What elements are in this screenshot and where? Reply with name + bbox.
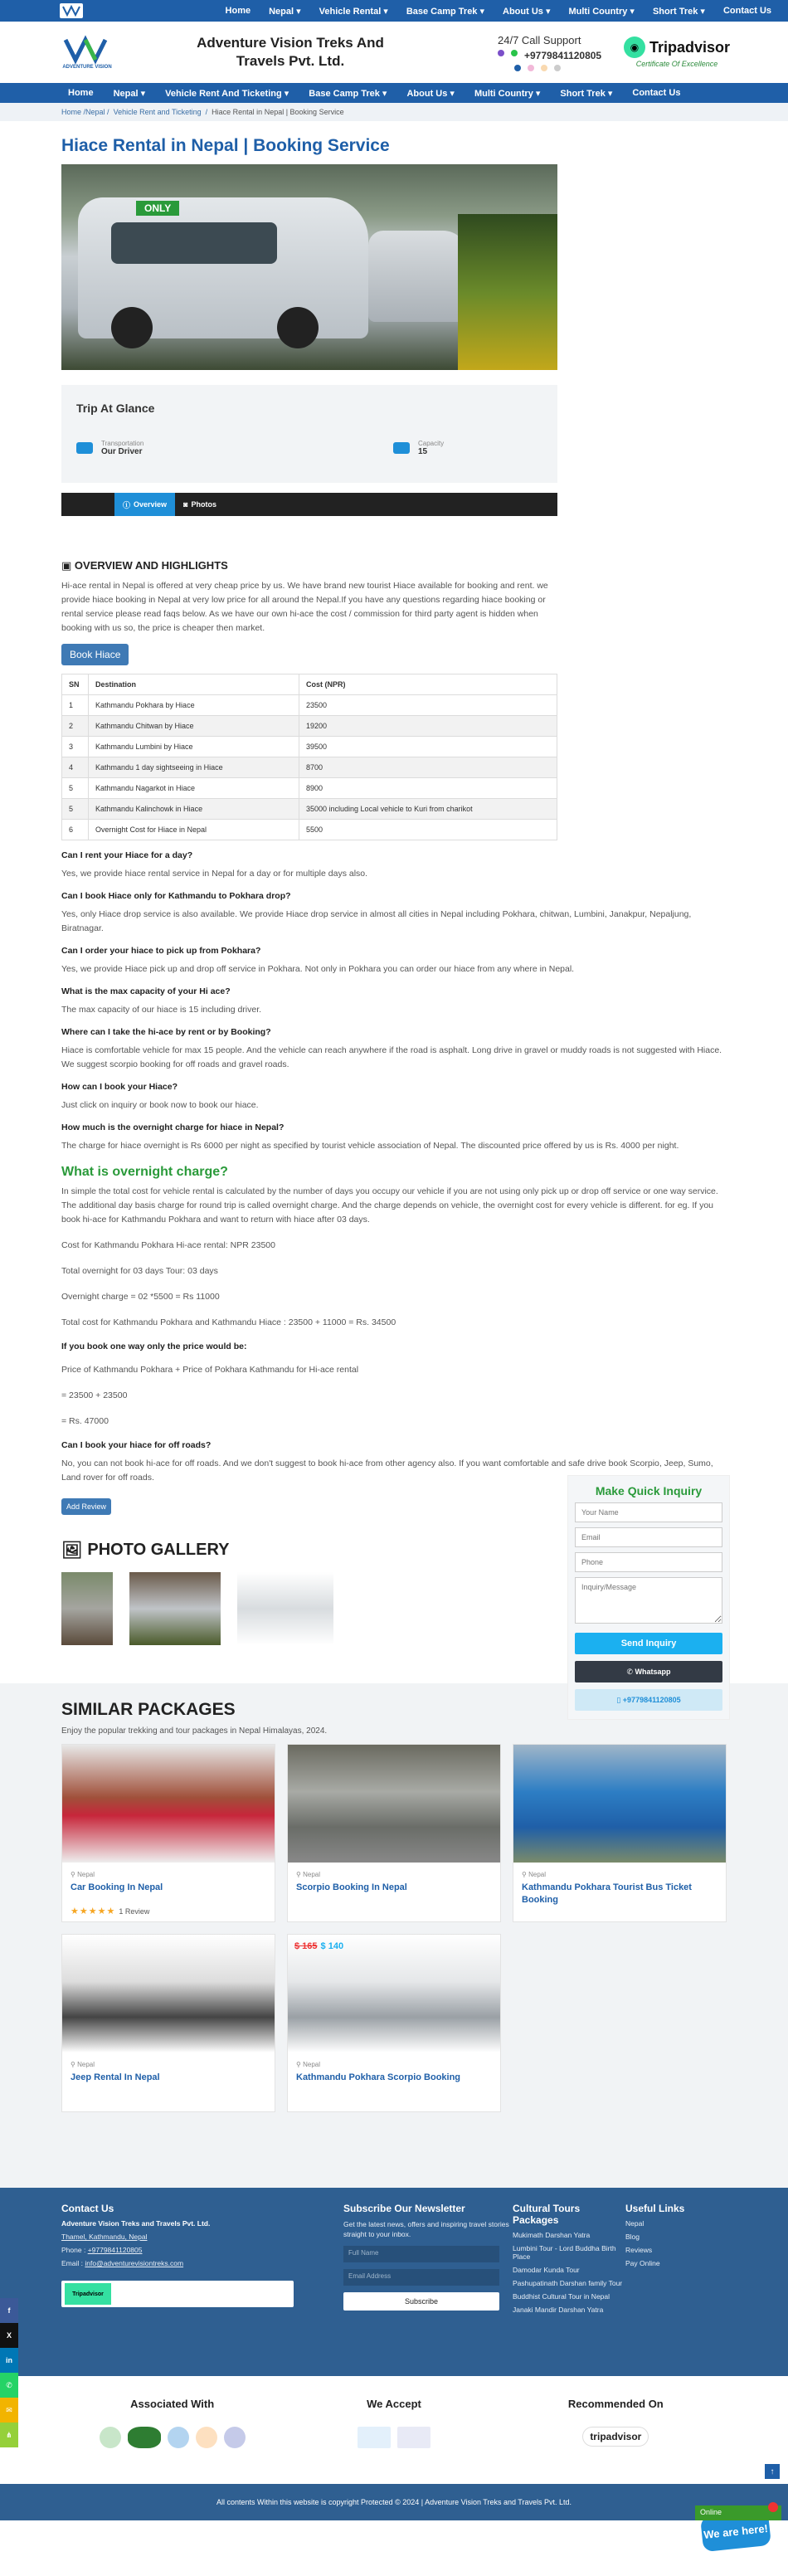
footer-contact-heading: Contact Us xyxy=(61,2203,114,2214)
associated-heading: Associated With xyxy=(130,2398,215,2410)
gallery-heading-text: PHOTO GALLERY xyxy=(87,1541,230,1559)
copyright-text: All contents Within this website is copyright Protected © 2024 | Adventure Vision Treks and Travels Pvt. Ltd. xyxy=(216,2498,572,2506)
overview-intro: Hi-ace rental in Nepal is offered at very cheap price by us. We have brand new tourist Hiace available for booking and rent. we provide hiace booking in Nepal at very low price for all around the Nepal.If you have any questions regarding hiace booking or rental service please read faqs below. As we have our own hi-ace the cost / commission for third party agent is hidden when booking with us so, the price is cheaper then market. xyxy=(61,581,548,633)
footer-contact xyxy=(61,2203,343,2361)
price-cell-destination: Kathmandu Nagarkot in Hiace xyxy=(89,778,299,799)
tripadvisor-recommended-logo: tripadvisor xyxy=(582,2427,649,2447)
capacity-label: Capacity xyxy=(418,440,445,447)
package-name[interactable]: Car Booking In Nepal xyxy=(71,1882,163,1892)
whatsapp-button[interactable] xyxy=(575,1661,722,1682)
price-cell-destination: Kathmandu Chitwan by Hiace xyxy=(89,716,299,737)
mini-logo[interactable] xyxy=(60,3,83,18)
breadcrumb: Home / Nepal / Vehicle Rent and Ticketing / Hiace Rental in Nepal | Booking Service xyxy=(0,103,788,121)
call-support xyxy=(498,34,622,71)
main-nav-home[interactable]: Home xyxy=(68,88,94,98)
linkedin-share-icon[interactable]: in xyxy=(0,2348,18,2373)
faq-answer: Yes, we provide Hiace pick up and drop off service in Pokhara. Not only in Pokhara you can order our hiace from any where in Nepal. xyxy=(61,964,575,974)
site-footer xyxy=(0,2188,788,2376)
faq-answer: The max capacity of our hiace is 15 including driver. xyxy=(61,1005,262,1015)
package-cards xyxy=(61,1744,727,2112)
tourist-only-sign: ONLY xyxy=(136,201,179,216)
youtube-icon[interactable] xyxy=(541,65,547,71)
tripadvisor-owl-icon: ◉ xyxy=(624,37,645,58)
price-cell-destination: Kathmandu Kalinchowk in Hiace xyxy=(89,799,299,820)
oneway-line-2: = 23500 + 23500 xyxy=(61,1390,128,1400)
package-name[interactable]: Kathmandu Pokhara Tourist Bus Ticket Booking xyxy=(522,1882,692,1905)
offroad-answer: No, you can not book hi-ace for off roads. And we don't suggest to book hi-ace from other agency also. If you want comfortable and safe drive book Scorpio, Jeep, Sumo, Land rover for off roads. xyxy=(61,1458,713,1483)
cultural-link[interactable]: Pashupatinath Darshan family Tour xyxy=(513,2279,623,2287)
book-hiace-button[interactable]: Book Hiace xyxy=(61,644,129,665)
gallery-photo-2[interactable] xyxy=(129,1572,221,1645)
main-content xyxy=(0,136,788,1645)
price-row xyxy=(62,820,557,840)
old-price: $ 165 xyxy=(294,1941,318,1951)
package-reviews: ★★★★★ 1 Review xyxy=(71,1906,150,1916)
breadcrumb-home[interactable]: Home xyxy=(61,108,82,116)
whatsapp-icon[interactable] xyxy=(511,50,518,56)
overnight-line-4: Total cost for Kathmandu Pokhara and Kathmandu Hiace : 23500 + 11000 = Rs. 34500 xyxy=(61,1317,396,1327)
price-row xyxy=(62,799,557,820)
hiace-van-main xyxy=(78,197,368,338)
info-icon: ⓘ xyxy=(123,500,131,509)
package-location: ⚲ Nepal xyxy=(71,2061,95,2068)
faq-question: How can I book your Hiace? xyxy=(61,1082,178,1092)
price-cell-sn: 2 xyxy=(62,716,89,737)
support-title: 24/7 Call Support xyxy=(498,33,581,46)
cultural-link[interactable]: Buddhist Cultural Tour in Nepal xyxy=(513,2292,610,2301)
company-name: Adventure Vision Treks And Travels Pvt. Ltd. xyxy=(197,35,384,69)
bank-logo xyxy=(358,2427,391,2448)
visa-logo xyxy=(397,2427,430,2448)
overnight-text: In simple the total cost for vehicle rental is calculated by the number of days you occupy our vehicle if you are not using only pick up or drop off service or one way service. The additional day basis charge for round trip is called overnight charge. And the charge depends on vehicle, the overnight cost for every vehicle is different. for eg. If you book hi-ace for Kathmandu Pokhara and want to return with hiace after 03 days. xyxy=(61,1186,718,1225)
useful-link[interactable]: Pay Online xyxy=(625,2259,660,2267)
oneway-line-3: = Rs. 47000 xyxy=(61,1416,109,1426)
inquiry-name-input[interactable] xyxy=(575,1502,722,1522)
association-logo xyxy=(196,2427,217,2448)
top-nav-vehicle-rental[interactable]: Vehicle Rental ▾ xyxy=(319,6,388,17)
new-price: $ 140 xyxy=(320,1941,344,1951)
package-card[interactable] xyxy=(287,1744,501,1922)
car-icon xyxy=(76,442,93,454)
footer-newsletter xyxy=(343,2203,513,2361)
price-cell-sn: 1 xyxy=(62,695,89,716)
package-card[interactable] xyxy=(287,1934,501,2112)
newsletter-heading: Subscribe Our Newsletter xyxy=(343,2203,465,2214)
faq-question: Can I order your hiace to pick up from Pokhara? xyxy=(61,946,261,956)
main-nav-about[interactable]: About Us ▾ xyxy=(406,88,455,99)
price-row xyxy=(62,757,557,778)
package-location: ⚲ Nepal xyxy=(522,1871,546,1878)
viber-icon[interactable] xyxy=(498,50,504,56)
faq-list xyxy=(61,850,727,1153)
scroll-top-button[interactable]: ↑ xyxy=(765,2464,780,2479)
star-rating-icon: ★★★★★ xyxy=(71,1906,116,1916)
tab-photos-label: Photos xyxy=(191,500,216,509)
similar-heading: SIMILAR PACKAGES xyxy=(61,1700,236,1719)
faq-question: How much is the overnight charge for hiace in Nepal? xyxy=(61,1122,285,1132)
tripadvisor-logo: Tripadvisor xyxy=(65,2283,111,2305)
overnight-line-3: Overnight charge = 02 *5500 = Rs 11000 xyxy=(61,1292,220,1302)
contact-icons xyxy=(498,50,622,61)
price-cell-sn: 5 xyxy=(62,799,89,820)
inquiry-email-input[interactable] xyxy=(575,1527,722,1547)
similar-subheading: Enjoy the popular trekking and tour packages in Nepal Himalayas, 2024. xyxy=(61,1726,328,1736)
brand-logo-text: ADVENTURE VISION xyxy=(62,65,112,70)
top-nav-short-trek[interactable]: Short Trek ▾ xyxy=(652,6,705,17)
transport-label: Transportation xyxy=(101,440,144,447)
social-share-bar xyxy=(0,2298,18,2447)
price-header-cost: Cost (NPR) xyxy=(299,674,557,695)
sms-share-icon[interactable]: ✉ xyxy=(0,2398,18,2423)
price-cell-cost: 35000 including Local vehicle to Kuri from charikot xyxy=(299,799,557,820)
top-nav-multi-country[interactable]: Multi Country ▾ xyxy=(568,6,635,17)
useful-link[interactable]: Blog xyxy=(625,2233,640,2241)
cultural-link[interactable]: Janaki Mandir Darshan Yatra xyxy=(513,2306,604,2314)
inquiry-title: Make Quick Inquiry xyxy=(595,1484,703,1497)
package-image xyxy=(288,1745,500,1863)
main-nav-multi-country[interactable]: Multi Country ▾ xyxy=(474,88,541,99)
main-nav xyxy=(0,83,788,103)
image-icon: 🖼 xyxy=(61,1541,83,1560)
price-cell-cost: 8900 xyxy=(299,778,557,799)
twitter-icon[interactable] xyxy=(554,65,561,71)
footer-email: Email : info@adventurevisiontreks.com xyxy=(61,2259,184,2267)
breadcrumb-current: Hiace Rental in Nepal | Booking Service xyxy=(212,108,344,116)
content-tabs xyxy=(61,493,557,516)
we-accept xyxy=(283,2398,504,2484)
hiace-van-second xyxy=(368,231,468,322)
top-nav-about[interactable]: About Us ▾ xyxy=(503,6,551,17)
phone-label: +9779841120805 xyxy=(622,1696,681,1704)
price-cell-destination: Kathmandu 1 day sightseeing in Hiace xyxy=(89,757,299,778)
price-row xyxy=(62,695,557,716)
breadcrumb-vehicle[interactable]: Vehicle Rent and Ticketing xyxy=(113,108,202,116)
faq-answer: Hiace is comfortable vehicle for max 15 people. And the vehicle can reach anywhere if the road is asphalt. Long drive in gravel or muddy roads is not suggested with Hiace. We suggest scorpio booking for off roads and gravel roads. xyxy=(61,1045,722,1069)
price-header-sn: SN xyxy=(62,674,89,695)
price-cell-destination: Kathmandu Lumbini by Hiace xyxy=(89,737,299,757)
price-table xyxy=(61,674,557,840)
price-cell-cost: 23500 xyxy=(299,695,557,716)
cultural-link[interactable]: Damodar Kunda Tour xyxy=(513,2266,580,2274)
price-cell-sn: 6 xyxy=(62,820,89,840)
package-image xyxy=(288,1935,500,2053)
copyright-bar xyxy=(0,2466,788,2520)
newsletter-name-input[interactable]: Full Name xyxy=(343,2246,499,2262)
tripadvisor-name: Tripadvisor xyxy=(649,38,730,56)
tab-overview[interactable] xyxy=(114,493,175,516)
overview-heading xyxy=(61,559,727,572)
package-name[interactable]: Kathmandu Pokhara Scorpio Booking xyxy=(296,2072,461,2082)
footer-cultural xyxy=(513,2203,625,2361)
price-cell-sn: 5 xyxy=(62,778,89,799)
cultural-heading: Cultural Tours Packages xyxy=(513,2203,581,2226)
add-review-button[interactable]: Add Review xyxy=(61,1498,111,1515)
price-header-destination: Destination xyxy=(89,674,299,695)
oneway-line-1: Price of Kathmandu Pokhara + Price of Pokhara Kathmandu for Hi-ace rental xyxy=(61,1365,359,1375)
package-location: ⚲ Nepal xyxy=(296,2061,320,2068)
glance-transportation xyxy=(76,440,325,456)
price-cell-cost: 8700 xyxy=(299,757,557,778)
association-logo xyxy=(100,2427,121,2448)
main-nav-short-trek[interactable]: Short Trek ▾ xyxy=(560,88,613,99)
price-cell-cost: 39500 xyxy=(299,737,557,757)
instagram-icon[interactable] xyxy=(528,65,534,71)
x-share-icon[interactable]: X xyxy=(0,2323,18,2348)
recommended-on xyxy=(505,2398,727,2484)
footer-useful xyxy=(625,2203,708,2361)
package-image xyxy=(62,1935,275,2053)
cultural-link[interactable]: Mukimath Darshan Yatra xyxy=(513,2231,591,2239)
package-name[interactable]: Scorpio Booking In Nepal xyxy=(296,1882,407,1892)
footer-company: Adventure Vision Treks and Travels Pvt. Ltd. xyxy=(61,2219,211,2228)
faq-answer: The charge for hiace overnight is Rs 6000 per night as specified by tourist vehicle association of Nepal. The discounted price offered by us is Rs. 4000 per night. xyxy=(61,1141,679,1151)
price-cell-cost: 19200 xyxy=(299,716,557,737)
capacity-value: 15 xyxy=(418,447,428,456)
cultural-link[interactable]: Lumbini Tour - Lord Buddha Birth Place xyxy=(513,2244,616,2261)
useful-heading: Useful Links xyxy=(625,2203,685,2214)
we-are-here-badge[interactable]: We are here! xyxy=(700,2510,771,2552)
faq-question: Can I book Hiace only for Kathmandu to Pokhara drop? xyxy=(61,891,291,901)
send-inquiry-button[interactable]: Send Inquiry xyxy=(575,1633,722,1654)
footer-tripadvisor-widget[interactable] xyxy=(61,2281,294,2307)
breadcrumb-nepal[interactable]: Nepal xyxy=(85,108,105,116)
association-logo xyxy=(128,2427,161,2448)
page-title: Hiace Rental in Nepal | Booking Service xyxy=(61,136,390,155)
main-nav-base-camp[interactable]: Base Camp Trek ▾ xyxy=(309,88,387,99)
faq-question: What is the max capacity of your Hi ace? xyxy=(61,986,231,996)
top-nav-contact[interactable]: Contact Us xyxy=(722,5,771,16)
offroad-question: Can I book your hiace for off roads? xyxy=(61,1440,212,1450)
top-nav xyxy=(226,6,771,17)
package-image xyxy=(62,1745,275,1863)
faq-answer: Yes, only Hiace drop service is also available. We provide Hiace drop service in almost all cities in Nepal including Pokhara, chitwan, Lumbini, Janakpur, Nepaljung, Biratnagar. xyxy=(61,909,692,933)
facebook-icon[interactable] xyxy=(514,65,521,71)
hero-image xyxy=(61,164,557,370)
online-chat-widget[interactable]: Online xyxy=(695,2505,781,2520)
useful-link[interactable]: Nepal xyxy=(625,2219,645,2228)
overnight-line-1: Cost for Kathmandu Pokhara Hi-ace rental: NPR 23500 xyxy=(61,1240,275,1250)
similar-packages xyxy=(0,1683,788,2188)
package-card[interactable] xyxy=(513,1744,727,1922)
newsletter-email-input[interactable]: Email Address xyxy=(343,2269,499,2286)
price-cell-sn: 4 xyxy=(62,757,89,778)
trip-at-glance xyxy=(61,385,557,483)
tab-photos[interactable] xyxy=(175,493,225,516)
whatsapp-label: Whatsapp xyxy=(635,1668,671,1676)
faq-answer: Just click on inquiry or book now to book our hiace. xyxy=(61,1100,259,1110)
associated-with xyxy=(61,2398,283,2484)
top-bar xyxy=(0,0,788,22)
camera-icon: ▣ xyxy=(61,559,75,572)
main-nav-nepal[interactable]: Nepal ▾ xyxy=(113,88,146,99)
price-cell-destination: Kathmandu Pokhara by Hiace xyxy=(89,695,299,716)
phone-button[interactable] xyxy=(575,1689,722,1711)
footer-address[interactable]: Thamel, Kathmandu, Nepal xyxy=(61,2233,148,2241)
quick-inquiry-form xyxy=(567,1475,730,1720)
price-row xyxy=(62,737,557,757)
footer-phone: Phone : +9779841120805 xyxy=(61,2246,143,2254)
price-row xyxy=(62,778,557,799)
site-header xyxy=(0,22,788,83)
faq-question: Where can I take the hi-ace by rent or by Booking? xyxy=(61,1027,271,1037)
subscribe-button[interactable]: Subscribe xyxy=(343,2292,499,2311)
price-cell-destination: Overnight Cost for Hiace in Nepal xyxy=(89,820,299,840)
tripadvisor-badge[interactable] xyxy=(624,37,730,68)
camera-icon: ◙ xyxy=(183,500,188,509)
price-cell-sn: 3 xyxy=(62,737,89,757)
support-phone[interactable]: +9779841120805 xyxy=(524,49,602,61)
footer-phone-link[interactable]: +9779841120805 xyxy=(87,2246,143,2254)
overnight-heading: What is overnight charge? xyxy=(61,1165,228,1179)
newsletter-text: Get the latest news, offers and inspiring travel stories straight to your inbox. xyxy=(343,2220,509,2238)
glance-capacity xyxy=(393,440,542,456)
tab-overview-label: Overview xyxy=(134,500,168,509)
faq-answer: Yes, we provide hiace rental service in Nepal for a day or for multiple days also. xyxy=(61,869,368,879)
package-location: ⚲ Nepal xyxy=(296,1871,320,1878)
whatsapp-icon: ✆ xyxy=(626,1667,635,1676)
tripadvisor-tagline: Certificate Of Excellence xyxy=(635,60,718,68)
inquiry-message-input[interactable] xyxy=(575,1577,722,1624)
users-icon xyxy=(393,442,410,454)
overnight-line-2: Total overnight for 03 days Tour: 03 days xyxy=(61,1266,218,1276)
main-nav-vehicle[interactable]: Vehicle Rent And Ticketing ▾ xyxy=(165,88,289,99)
top-nav-base-camp[interactable]: Base Camp Trek ▾ xyxy=(406,6,485,17)
share-icon[interactable]: ⋔ xyxy=(0,2423,18,2447)
oneway-question: If you book one way only the price would be: xyxy=(61,1342,247,1351)
price-cell-cost: 5500 xyxy=(299,820,557,840)
glance-title: Trip At Glance xyxy=(76,402,155,415)
top-nav-home[interactable]: Home xyxy=(225,5,251,16)
package-location: ⚲ Nepal xyxy=(71,1871,95,1878)
association-logo xyxy=(224,2427,246,2448)
main-nav-contact[interactable]: Contact Us xyxy=(632,88,681,98)
package-image xyxy=(513,1745,726,1863)
inquiry-phone-input[interactable] xyxy=(575,1552,722,1572)
overview-heading-text: OVERVIEW AND HIGHLIGHTS xyxy=(74,559,228,572)
facebook-share-icon[interactable]: f xyxy=(0,2298,18,2323)
social-icons xyxy=(514,65,622,71)
phone-icon: ▯ xyxy=(616,1695,623,1704)
package-card[interactable] xyxy=(61,1744,275,1922)
gallery-photo-1[interactable] xyxy=(61,1572,113,1645)
transport-value: Our Driver xyxy=(101,447,143,456)
brand-logo[interactable] xyxy=(58,31,116,74)
package-name[interactable]: Jeep Rental In Nepal xyxy=(71,2072,160,2082)
garden-plants xyxy=(458,214,557,370)
association-logo xyxy=(168,2427,189,2448)
recommend-heading: Recommended On xyxy=(567,2398,664,2410)
gallery-photo-3[interactable] xyxy=(237,1572,333,1645)
footer-email-link[interactable]: info@adventurevisiontreks.com xyxy=(85,2259,184,2267)
faq-question: Can I rent your Hiace for a day? xyxy=(61,850,193,860)
useful-link[interactable]: Reviews xyxy=(625,2246,653,2254)
accept-heading: We Accept xyxy=(367,2398,421,2410)
price-row xyxy=(62,716,557,737)
top-nav-nepal[interactable]: Nepal ▾ xyxy=(269,6,301,17)
package-card[interactable] xyxy=(61,1934,275,2112)
whatsapp-share-icon[interactable]: ✆ xyxy=(0,2373,18,2398)
package-price xyxy=(294,1941,343,1951)
